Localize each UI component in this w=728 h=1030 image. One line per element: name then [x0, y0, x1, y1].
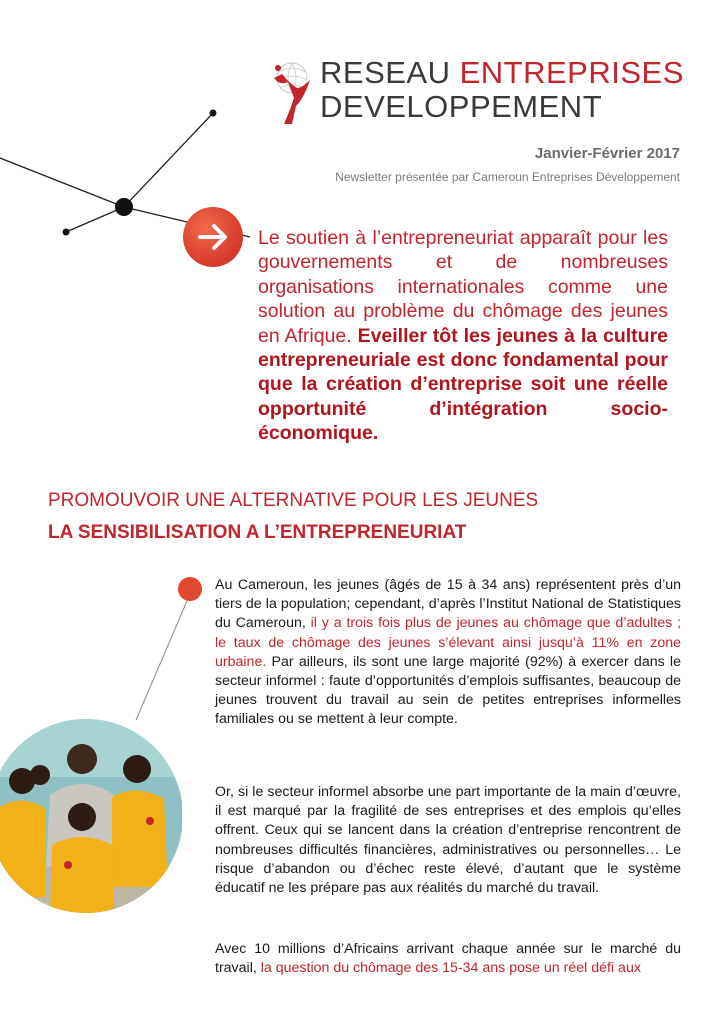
logo-text-line2: DEVELOPPEMENT: [320, 89, 603, 124]
connector-line: [130, 580, 202, 720]
p1-text-a: Au Cameroun, les jeunes (âgés de 15 à 34 ans) représentent près d’un tiers de la population; cependant, d’après l’Institut National de Statistiques du Cameroun,: [215, 577, 681, 632]
issue-date: Janvier-Février 2017: [534, 145, 680, 162]
logo-word-entreprises: ENTREPRISES: [459, 55, 684, 90]
body-paragraph-1: [215, 576, 681, 730]
logo: [270, 55, 684, 130]
logo-text-line1: [320, 56, 684, 90]
newsletter-subtitle: Newsletter présentée par Cameroun Entreprises Développement: [335, 170, 680, 184]
intro-text-bold: Eveiller tôt les jeunes à la culture entrepreneuriale est donc fondamental pour que la création d’entreprise soit une réelle opportunité d’intégration socio-économique.: [258, 324, 669, 445]
p1-text-b: Par ailleurs, ils sont une large majorité (92%) à exercer dans le secteur informel : faute d’opportunités d’emplois suffisantes, beaucoup de jeunes trouvent du travail au sein de petites entreprises informelles familiales ou se mettent à leur compte.: [215, 653, 681, 728]
intro-text-regular: Le soutien à l’entrepreneuriat apparaît pour les gouvernements et de nombreuses organisations internationales comme une solution au problème du chômage des jeunes en Afrique.: [258, 227, 668, 347]
body-paragraph-2: Or, si le secteur informel absorbe une part importante de la main d’œuvre, il est marqué par la fragilité de ses entreprises et des emplois qu’elles offrent. Ceux qui se lancent dans la création d’entreprise rencontrent de nombreuses difficultés financières, administratives ou personnelles… Le risque d’abandon ou d’échec reste élevé, d’autant que le système éducatif ne les prépare pas aux réalités du marché du travail.: [215, 784, 681, 897]
section-kicker: PROMOUVOIR UNE ALTERNATIVE POUR LES JEUNES: [48, 490, 539, 511]
globe-figure-logo-icon: [270, 58, 316, 128]
p3-text-a: Avec 10 millions d’Africains arrivant chaque année sur le marché du travail,: [215, 941, 681, 977]
p3-highlight: la question du chômage des 15-34 ans pose un réel défi aux: [260, 960, 641, 977]
p1-highlight: il y a trois fois plus de jeunes au chômage que d’adultes ; le taux de chômage des jeunes s’élevant ainsi jusqu’à 11% en zone urbaine.: [215, 615, 682, 670]
body-paragraph-3: [215, 940, 681, 978]
arrow-badge: [183, 207, 243, 267]
group-photo: [0, 717, 182, 915]
intro-paragraph: [258, 226, 668, 446]
logo-word-reseau: RESEAU: [320, 55, 451, 90]
arrow-right-icon: [183, 207, 243, 267]
section-title: LA SENSIBILISATION A L’ENTREPRENEURIAT: [48, 522, 467, 543]
red-dot: [178, 577, 202, 601]
